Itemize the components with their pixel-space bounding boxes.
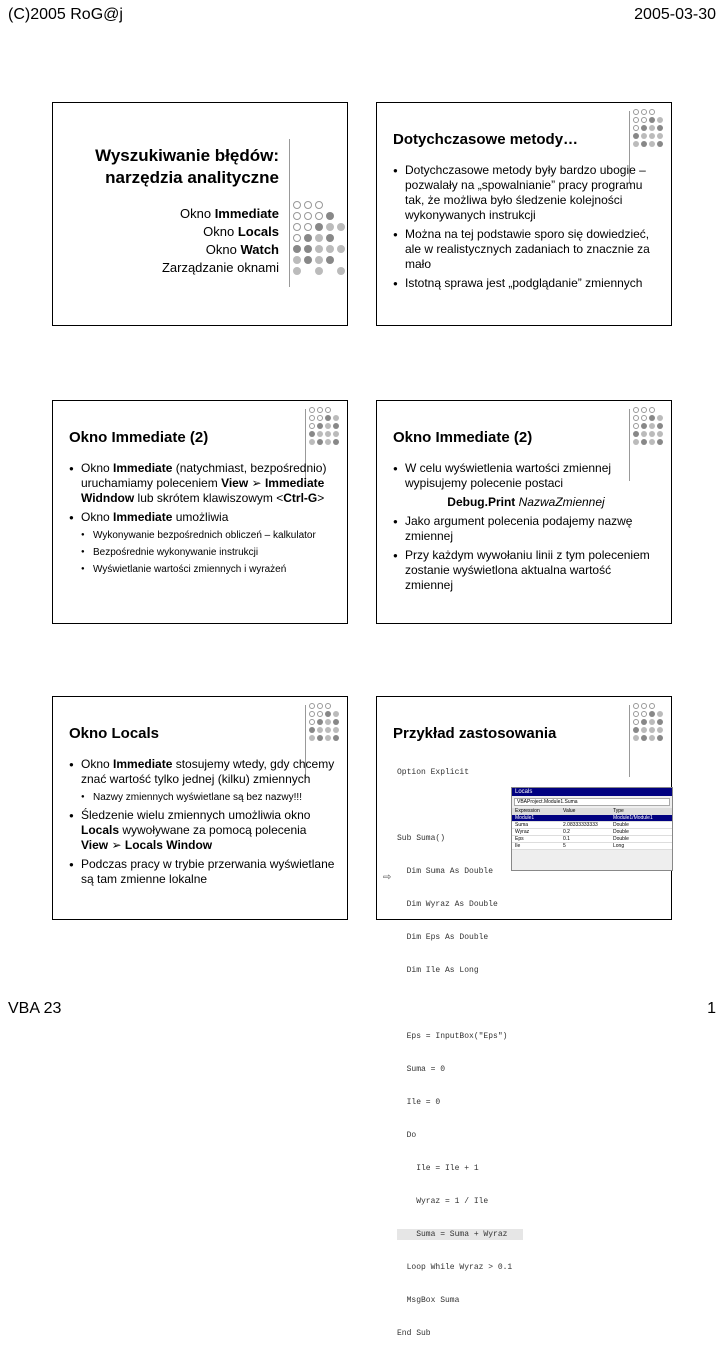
code-line: Ile = Ile + 1: [397, 1164, 479, 1173]
code-line: Sub Suma(): [397, 834, 446, 843]
footer-left: VBA 23: [8, 1000, 62, 1017]
slide-4: [376, 400, 672, 624]
code-line: Wyraz = 1 / Ile: [397, 1197, 489, 1206]
locals-cell: Module1/Module1: [613, 815, 653, 821]
bullet: ● Okno Immediate (natychmiast, bezpośrednio) uruchamiamy poleceniem View ➢ Immediate Widndow lub skrótem klawiszowym <Ctrl-G>: [69, 461, 335, 506]
code-line: Do: [397, 1131, 417, 1140]
locals-header: Expression: [515, 808, 540, 814]
slide-6: [376, 696, 672, 1338]
code-line: Eps = InputBox("Eps"): [397, 1032, 508, 1041]
bullet: ● Okno Immediate umożliwia: [69, 510, 335, 525]
locals-header: Value: [563, 808, 576, 814]
slide-5-title: Okno Locals: [69, 725, 160, 742]
locals-cell: Wyraz: [515, 829, 530, 835]
code-line: MsgBox Suma: [397, 1296, 460, 1305]
locals-path: VBAProject.Module1.Suma: [514, 798, 670, 806]
code-line: Option Explicit: [397, 768, 470, 777]
locals-cell: Double: [613, 822, 629, 828]
code-example: Debug.Print NazwaZmiennej: [447, 495, 605, 509]
locals-cell: Suma: [515, 822, 529, 828]
slide-1: [52, 102, 348, 326]
footer-right: 1: [707, 1000, 716, 1017]
slide-divider: [289, 139, 290, 287]
bullet: ● Dotychczasowe metody były bardzo ubogie – pozwalały na „spowalnianie” pracy programu tak, że możliwa było śledzenie kolejności wykonywanych instrukcji: [393, 163, 659, 223]
slide-1-item: Okno Immediate: [180, 206, 279, 221]
locals-cell: 0.2: [563, 829, 570, 835]
dot-grid: [633, 703, 663, 741]
sub-bullet: ● Bezpośrednie wykonywanie instrukcji: [69, 546, 335, 559]
locals-cell: 5: [563, 843, 566, 849]
code-line: Dim Ile As Long: [397, 966, 479, 975]
slide-6-title: Przykład zastosowania: [393, 725, 557, 742]
locals-window: [511, 787, 673, 871]
code-line: Suma = Suma + Wyraz: [397, 1229, 523, 1240]
dot-grid: [293, 201, 345, 275]
dot-grid: [309, 407, 339, 445]
locals-cell: 0.1: [563, 836, 570, 842]
code-line: Dim Wyraz As Double: [397, 900, 498, 909]
slide-2: [376, 102, 672, 326]
code-line: Dim Eps As Double: [397, 933, 489, 942]
code-line: Loop While Wyraz > 0.1: [397, 1263, 513, 1272]
locals-cell: Double: [613, 829, 629, 835]
code-line: Suma = 0: [397, 1065, 446, 1074]
locals-title: Locals: [512, 788, 672, 796]
sub-bullet: ● Wyświetlanie wartości zmiennych i wyrażeń: [69, 563, 335, 576]
header-right: 2005-03-30: [634, 6, 716, 23]
dot-grid: [633, 407, 663, 445]
sub-bullet: ● Nazwy zmiennych wyświetlane są bez nazwy!!!: [69, 791, 335, 804]
bullet: ● Podczas pracy w trybie przerwania wyświetlane są tam zmienne lokalne: [69, 857, 335, 887]
locals-cell: Long: [613, 843, 625, 849]
slide-2-title: Dotychczasowe metody…: [393, 131, 579, 148]
locals-cell: Ile: [515, 843, 521, 849]
dot-grid: [633, 109, 663, 147]
bullet: ● Można na tej podstawie sporo się dowiedzieć, ale w realistycznych zadaniach to znacznie za mało: [393, 227, 659, 272]
code-line: [397, 800, 523, 811]
header-left: (C)2005 RoG@j: [8, 6, 123, 23]
code-line: End Sub: [397, 1329, 431, 1338]
code-screenshot: [397, 745, 523, 1338]
bullet: ● Śledzenie wielu zmiennych umożliwia okno Locals wywoływane za pomocą polecenia View ➢ Locals Window: [69, 808, 335, 853]
bullet: ● Okno Immediate stosujemy wtedy, gdy chcemy znać wartość tylko jednej (kilku) zmiennych: [69, 757, 335, 787]
slide-1-item: Okno Watch: [205, 242, 279, 257]
slide-5: [52, 696, 348, 920]
dot-grid: [309, 703, 339, 741]
locals-cell: 2.08333333333: [563, 822, 598, 828]
arrow-icon: ⇨: [383, 872, 392, 883]
slide-4-title: Okno Immediate (2): [393, 429, 533, 446]
slide-1-title-line1: Wyszukiwanie błędów:: [95, 146, 279, 165]
locals-header: Type: [613, 808, 624, 814]
code-line: Dim Suma As Double: [397, 867, 494, 876]
locals-cell: [563, 815, 613, 821]
code-line: Ile = 0: [397, 1098, 441, 1107]
bullet: ● W celu wyświetlenia wartości zmiennej wypisujemy polecenie postaci: [393, 461, 659, 491]
slide-1-item: Okno Locals: [203, 224, 279, 239]
code-line: [397, 998, 523, 1009]
slide-1-title-line2: narzędzia analityczne: [105, 168, 279, 187]
locals-cell: Eps: [515, 836, 524, 842]
sub-bullet: ● Wykonywanie bezpośrednich obliczeń – kalkulator: [69, 529, 335, 542]
bullet: ● Istotną sprawa jest „podglądanie” zmiennych: [393, 276, 659, 291]
slide-1-item: Zarządzanie oknami: [161, 260, 279, 275]
slide-3-title: Okno Immediate (2): [69, 429, 209, 446]
bullet: ● Jako argument polecenia podajemy nazwę zmiennej: [393, 514, 659, 544]
bullet: ● Przy każdym wywołaniu linii z tym poleceniem zostanie wyświetlona aktualna wartość zmiennej: [393, 548, 659, 593]
slide-3: [52, 400, 348, 624]
locals-cell: Module1: [515, 815, 535, 821]
locals-cell: Double: [613, 836, 629, 842]
